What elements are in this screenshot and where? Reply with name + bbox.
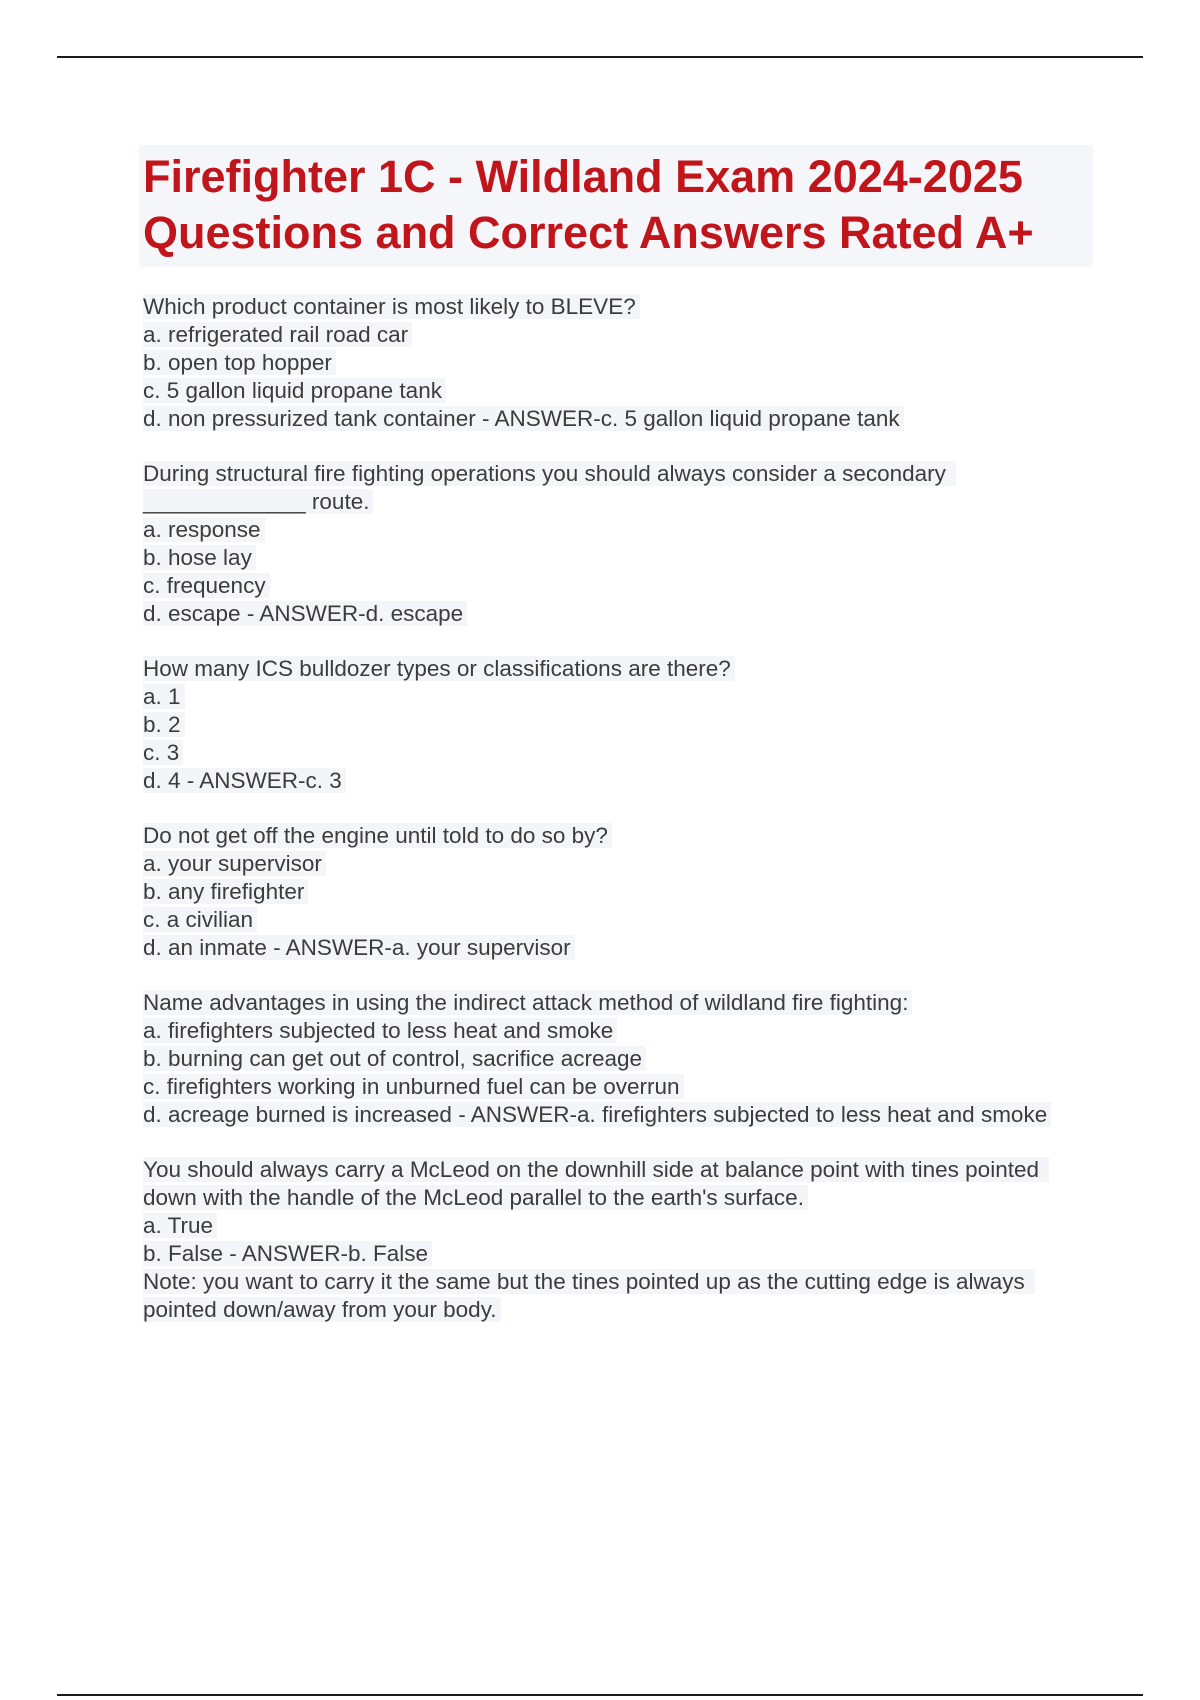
answer-option: b. any firefighter bbox=[143, 878, 1093, 906]
question-block bbox=[143, 293, 1093, 433]
answer-option: a. True bbox=[143, 1212, 1093, 1240]
document-body bbox=[143, 145, 1093, 1351]
document-title: Firefighter 1C - Wildland Exam 2024-2025 Questions and Correct Answers Rated A+ bbox=[143, 151, 1034, 258]
answer-option: c. a civilian bbox=[143, 906, 1093, 934]
question-block bbox=[143, 655, 1093, 795]
question-text: You should always carry a McLeod on the downhill side at balance point with tines pointed down with the handle of the McLeod parallel to the earth's surface. bbox=[143, 1156, 1093, 1212]
answer-option: c. firefighters working in unburned fuel can be overrun bbox=[143, 1073, 1093, 1101]
answer-option-with-key: d. an inmate - ANSWER-a. your supervisor bbox=[143, 934, 1093, 962]
answer-option: b. 2 bbox=[143, 711, 1093, 739]
answer-option: b. burning can get out of control, sacrifice acreage bbox=[143, 1045, 1093, 1073]
answer-option: c. frequency bbox=[143, 572, 1093, 600]
answer-option-with-key: d. 4 - ANSWER-c. 3 bbox=[143, 767, 1093, 795]
question-block bbox=[143, 1156, 1093, 1324]
answer-option: b. open top hopper bbox=[143, 349, 1093, 377]
answer-option: a. your supervisor bbox=[143, 850, 1093, 878]
title-block bbox=[139, 145, 1093, 267]
bottom-rule bbox=[57, 1694, 1143, 1696]
answer-option: a. refrigerated rail road car bbox=[143, 321, 1093, 349]
answer-note: Note: you want to carry it the same but the tines pointed up as the cutting edge is always pointed down/away from your body. bbox=[143, 1268, 1093, 1324]
answer-option: a. response bbox=[143, 516, 1093, 544]
answer-option-with-key: d. acreage burned is increased - ANSWER-a. firefighters subjected to less heat and smoke bbox=[143, 1101, 1093, 1129]
question-text: Which product container is most likely to BLEVE? bbox=[143, 293, 1093, 321]
answer-option: c. 3 bbox=[143, 739, 1093, 767]
answer-option: a. 1 bbox=[143, 683, 1093, 711]
question-text: Do not get off the engine until told to do so by? bbox=[143, 822, 1093, 850]
answer-option-with-key: d. escape - ANSWER-d. escape bbox=[143, 600, 1093, 628]
question-block bbox=[143, 989, 1093, 1129]
question-block bbox=[143, 822, 1093, 962]
question-text: During structural fire fighting operations you should always consider a secondary _____________ route. bbox=[143, 460, 1093, 516]
answer-option: c. 5 gallon liquid propane tank bbox=[143, 377, 1093, 405]
answer-option: a. firefighters subjected to less heat and smoke bbox=[143, 1017, 1093, 1045]
question-text: Name advantages in using the indirect attack method of wildland fire fighting: bbox=[143, 989, 1093, 1017]
answer-option-with-key: b. False - ANSWER-b. False bbox=[143, 1240, 1093, 1268]
question-text: How many ICS bulldozer types or classifications are there? bbox=[143, 655, 1093, 683]
answer-option-with-key: d. non pressurized tank container - ANSWER-c. 5 gallon liquid propane tank bbox=[143, 405, 1093, 433]
question-block bbox=[143, 460, 1093, 628]
answer-option: b. hose lay bbox=[143, 544, 1093, 572]
question-list bbox=[143, 293, 1093, 1324]
top-rule bbox=[57, 56, 1143, 58]
